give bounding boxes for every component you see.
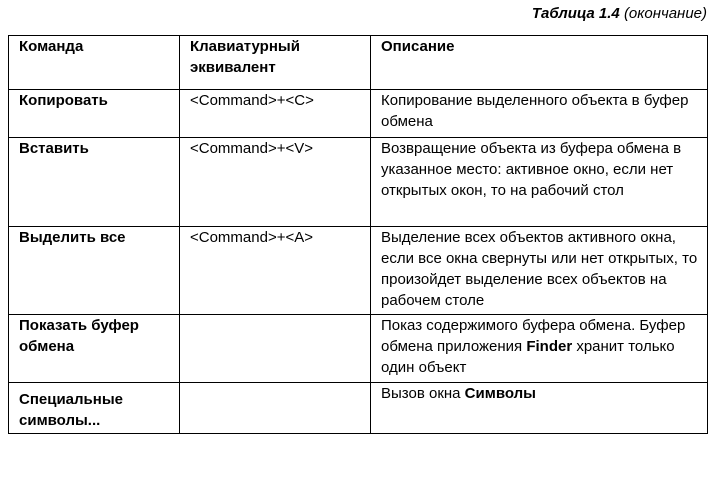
- command-cell: Выделить все: [9, 227, 180, 315]
- description-cell: Выделение всех объектов активного окна, если все окна свернуты или нет открытых, то произойдет выделение всех объектов на рабочем столе: [371, 227, 708, 315]
- command-cell: Копировать: [9, 90, 180, 138]
- command-cell: Специальные символы...: [9, 383, 180, 434]
- table-row: [9, 90, 708, 138]
- description-cell: [371, 383, 708, 434]
- command-cell: Показать буфер обмена: [9, 315, 180, 383]
- window-name-symbols: Символы: [464, 385, 536, 402]
- description-text: Вызов окна: [381, 385, 465, 402]
- table-row: [9, 138, 708, 227]
- column-header-description: Описание: [371, 36, 708, 90]
- shortcut-cell: <Command>+<A>: [180, 227, 371, 315]
- table-row: [9, 227, 708, 315]
- shortcut-table: [8, 35, 708, 434]
- description-cell: [371, 315, 708, 383]
- description-text: хранит только один объект: [381, 338, 675, 376]
- command-cell: Вставить: [9, 138, 180, 227]
- column-header-command: Команда: [9, 36, 180, 90]
- description-cell: Возвращение объекта из буфера обмена в указанное место: активное окно, если нет открытых окон, то на рабочий стол: [371, 138, 708, 227]
- shortcut-cell: <Command>+<C>: [180, 90, 371, 138]
- shortcut-cell: [180, 383, 371, 434]
- app-name-finder: Finder: [526, 338, 573, 355]
- description-text: Показ содержимого буфера обмена. Буфер обмена приложения: [381, 317, 686, 355]
- shortcut-cell: <Command>+<V>: [180, 138, 371, 227]
- description-cell: Копирование выделенного объекта в буфер обмена: [371, 90, 708, 138]
- table-caption: [532, 4, 707, 24]
- table-caption-note: (окончание): [623, 5, 707, 22]
- column-header-shortcut: Клавиатурный эквивалент: [180, 36, 371, 90]
- table-header-row: [9, 36, 708, 90]
- table-row: [9, 383, 708, 434]
- shortcut-cell: [180, 315, 371, 383]
- table-caption-label: Таблица 1.4: [531, 5, 620, 22]
- table-row: [9, 315, 708, 383]
